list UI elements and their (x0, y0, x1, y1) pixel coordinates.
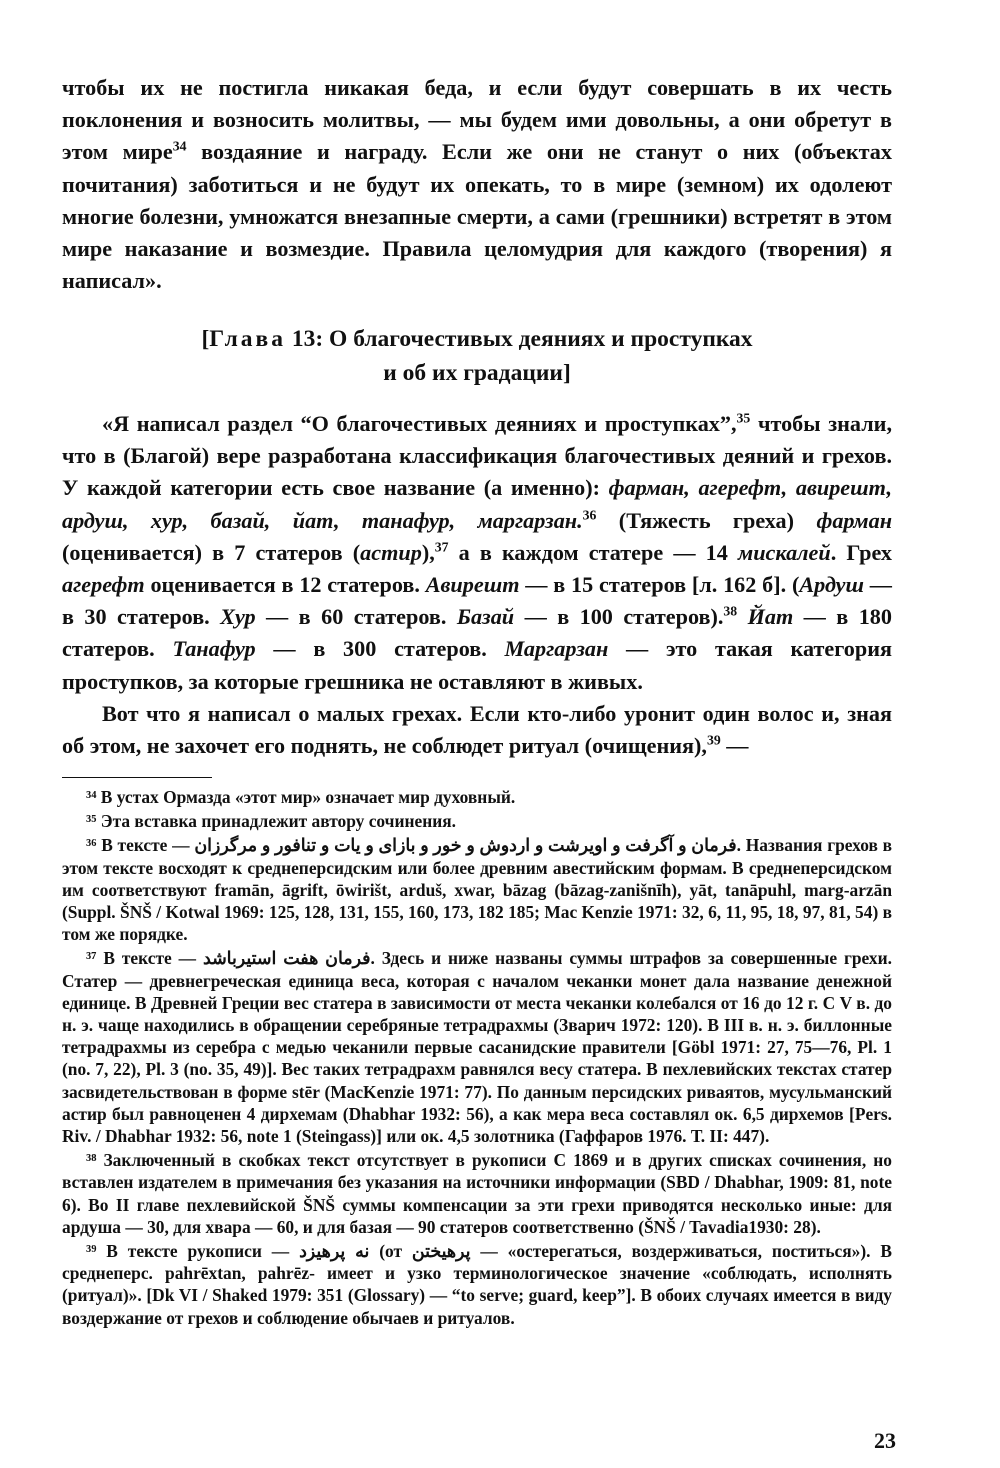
footnote-37: ³⁷ В тексте — فرمان هفت استیرباشد. Здесь и ниже названы суммы штрафов за совершенные грехи. Статер — древнегреческая единица веса, которая с началом чеканки монет дала название денежной единице. В Древней Греции вес статера в зависимости от места чеканки колебался от 16 до 12 г. С V в. до н. э. чаще находились в обращении серебряные тетрадрахмы (Зварич 1972: 120). В III в. н. э. биллонные тетрадрахмы из серебра с медью чеканили первые сасанидские правители [Göbl 1971: 27, 75—76, Pl. 1 (no. 7, 22), Pl. 3 (no. 35, 49)]. Вес таких тетрадрахм равнялся весу статера. В пехлевийских текстах статер засвидетельствован в форме stēr (MacKenzie 1971: 77). По данным персидских риваятов, мусульманский астир был равноценен 4 дирхемам (Dhabhar 1932: 56), а как мера веса составлял ок. 6,5 дирхемов [Pers. Riv. / Dhabhar 1932: 56, note 1 (Steingass)] или ок. 4,5 золотника (Гаффаров 1976. Т. II: 447). (62, 948, 892, 1147)
footnote-divider (62, 777, 212, 778)
footnote-38: ³⁸ Заключенный в скобках текст отсутствует в рукописи С 1869 и в других списках сочинения, но вставлен издателем в примечания без указания на источники информации (SBD / Dhabhar, 1909: 81, note 6). Во II главе пехлевийской ŠNŠ суммы компенсации за эти грехи приводятся несколько иные: для ардуша — 30, для хвара — 60, и для базая — 90 статеров соответственно (ŠNŠ / Tavadia1930: 28). (62, 1150, 892, 1237)
footnote-36: ³⁶ В тексте — فرمان و آگرفت و اویرشت و اردوش و خور و بازای و یات و تنافور و مرگرزان. Названия грехов в этом тексте восходят к среднеперсидским или более древним авестийским формам. В среднеперсидском им соответствуют framān, āgrift, ōwirišt, arduš, xwar, bāzag (bāzag-zanišnīh), yāt, tanāpuhl, marg-arzān (Suppl. ŠNŠ / Kotwal 1969: 125, 128, 131, 155, 160, 173, 182 185; Mac Kenzie 1971: 32, 6, 11, 95, 18, 97, 81, 54) в том же порядке. (62, 835, 893, 945)
footnote-ref-35[interactable]: 35 (736, 410, 751, 426)
chapter-label: Глава (209, 326, 286, 352)
intro-paragraph (62, 72, 892, 297)
paragraph-minor-sins: Вот что я написал о малых грехах. Если кто-либо уронит один волос и, зная об этом, не захочет его поднять, не соблюдет ритуал (очищения),$^{39}$ — (62, 700, 892, 759)
footnote-39: ³⁹ В тексте рукописи — نه پرهیزد (от پرهیختن — «остерегаться, воздерживаться, поститься»). В среднеперс. pahrēxtan, pahrēz- имеет и узко терминологическое значение «соблюдать, исполнять (ритуал)». [Dk VI / Shaked 1979: 351 (Glossary) — “to serve; guard, keep”]. В обоих случаях имеется в виду воздержание от грехов и соблюдение обычаев и ритуалов. (62, 1241, 892, 1328)
intro-text: чтобы их не постигла никакая беда, и если будут совершать в их честь поклонения и возносить молитвы, — мы будем ими довольны, а они обретут в этом мире (62, 75, 892, 165)
footnote-ref-36[interactable]: 36 (582, 507, 597, 523)
chapter-title-line1: 13: О благочестивых деяниях и проступках (285, 326, 753, 352)
main-text (62, 408, 892, 762)
intro-text-rest: воздаяние и награду. Если же они не станут о них (объектах почитания) заботиться и не будут их опекать, то в мире (земном) их одолеют многие болезни, умножатся внезапные смерти, а сами (грешники) встретят в этом мире наказание и возмездие. Правила целомудрия для каждого (творения) я написал». (62, 139, 892, 294)
footnote-ref-34[interactable]: 34 (172, 139, 187, 155)
footnote-34: ³⁴ В устах Ормазда «этот мир» означает мир духовный. (86, 787, 516, 807)
footnotes (62, 786, 892, 1331)
footnote-ref-39[interactable]: 39 (706, 732, 721, 748)
chapter-heading: [Глава 13: О благочестивых деяниях и проступках и об их градации] (62, 322, 892, 390)
paragraph-classification: «Я написал раздел “О благочестивых деяниях и проступках”,$^{35}$ чтобы знали, что в (Благой) вере разработана классификация благочестивых деяний и грехов. У каждой категории есть свое название (а именно): фарман, агерефт, авирешт, ардуш, хур, базай, йат, танафур, маргарзан.$^{36}$ (Тяжесть греха) фарман (оценивается) в 7 статеров (астир),$^{37}$ а в каждом статере — 14 мискалей. Грех агерефт оценивается в 12 статеров. Авирешт — в 15 статеров [л. 162 б]. (Ардуш — в 30 статеров. Хур — в 60 статеров. Базай — в 100 статеров).$^{38}$ Йат — в 180 статеров. Танафур — в 300 статеров. Маргарзан — это такая категория проступков, за которые грешника не оставляют в живых. (62, 410, 893, 694)
footnote-ref-38[interactable]: 38 (723, 603, 738, 619)
footnote-ref-37[interactable]: 37 (434, 539, 449, 555)
chapter-title-line2: и об их градации] (383, 360, 571, 386)
page-number: 23 (874, 1428, 896, 1453)
footnote-35: ³⁵ Эта вставка принадлежит автору сочинения. (86, 811, 457, 832)
sin-terms: фарман, агерефт, авирешт, ардуш, хур, базай, йат, танафур, маргарзан. (62, 475, 892, 533)
